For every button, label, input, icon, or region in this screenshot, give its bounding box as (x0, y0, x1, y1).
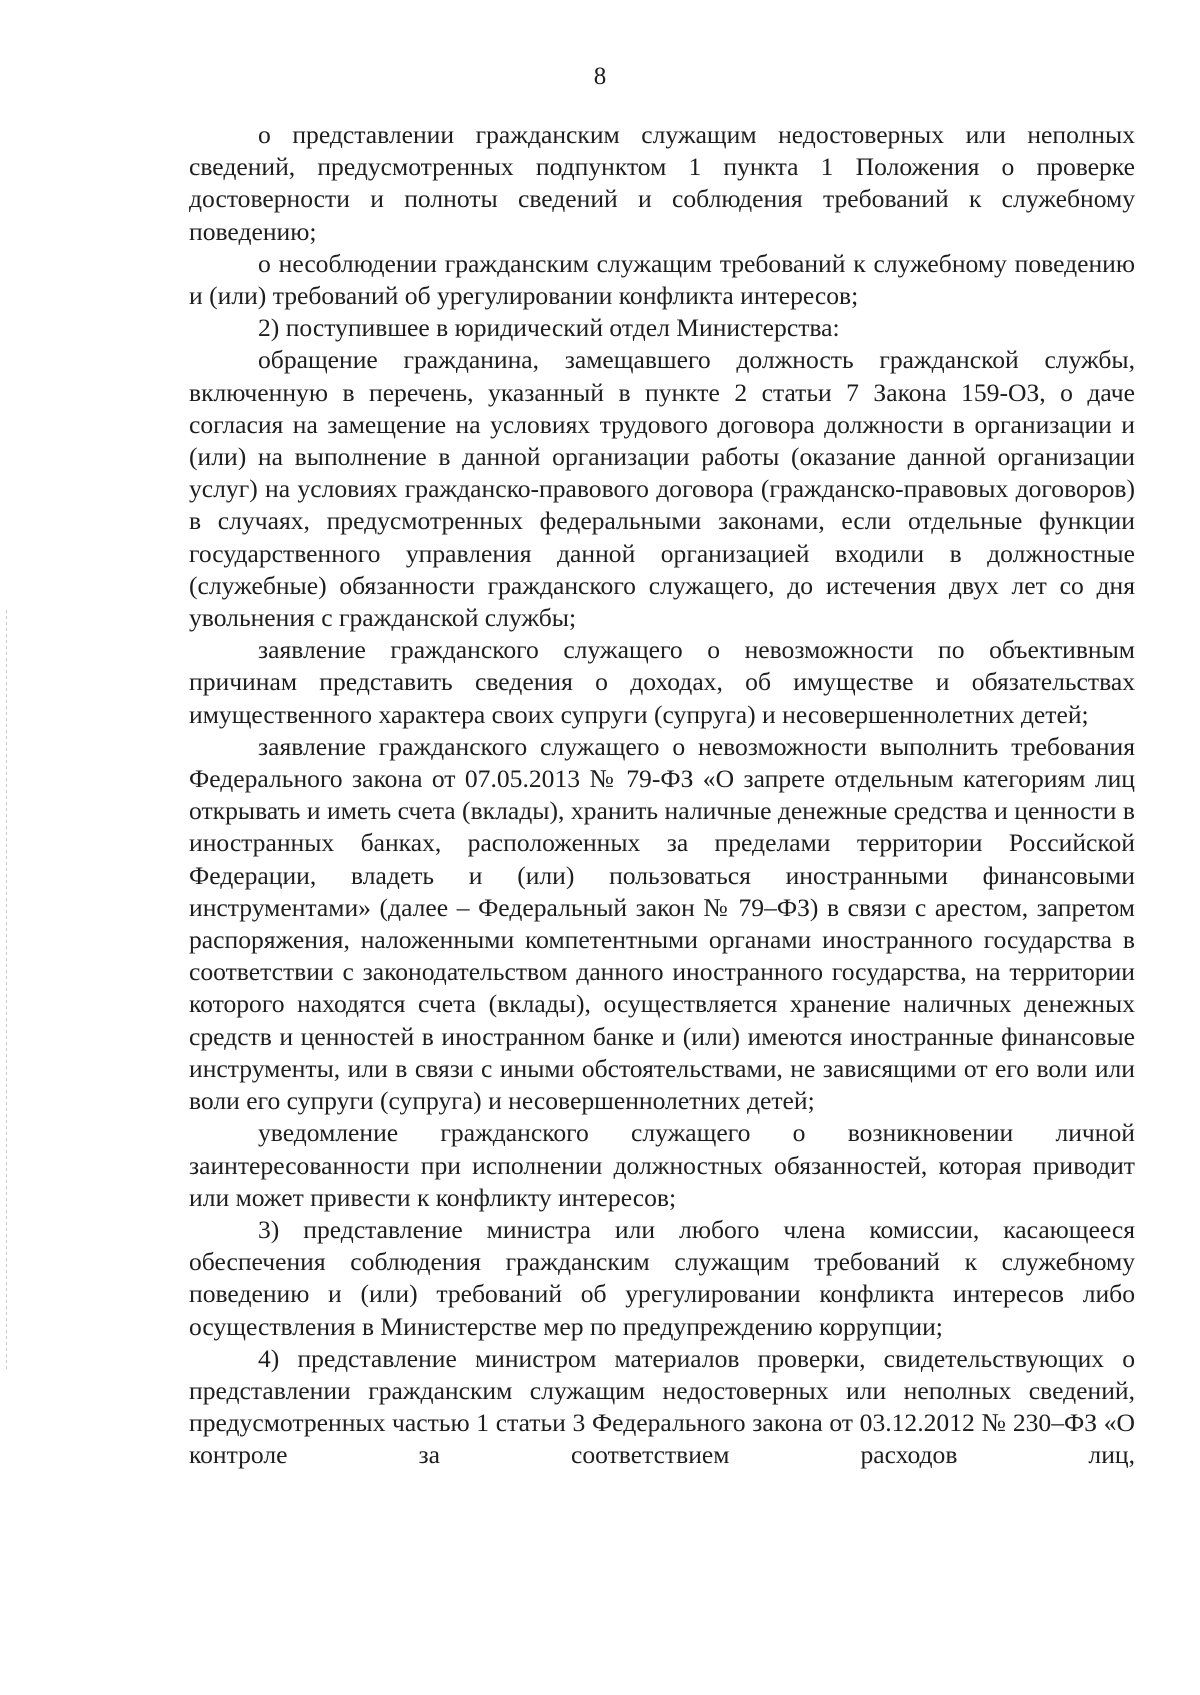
paragraph: заявление гражданского служащего о невозможности выполнить требования Федерального закона от 07.05.2013 № 79-ФЗ «О запрете отдельным категориям лиц открывать и иметь счета (вклады), хранить наличные денежные средства и ценности в иностранных банках, расположенных за пределами территории Российской Федерации, владеть и (или) пользоваться иностранными финансовыми инструментами» (далее – Федеральный закон № 79–ФЗ) в связи с арестом, запретом распоряжения, наложенными компетентными органами иностранного государства в соответствии с законодательством данного иностранного государства, на территории которого находятся счета (вклады), осуществляется хранение наличных денежных средств и ценностей в иностранном банке и (или) имеются иностранные финансовые инструменты, или в связи с иными обстоятельствами, не зависящими от его воли или воли его супруги (супруга) и несовершеннолетних детей; (189, 731, 1135, 1116)
document-body (189, 119, 1135, 1472)
paragraph: 2) поступившее в юридический отдел Министерства: (258, 313, 840, 343)
page-number: 8 (593, 63, 607, 90)
paragraph: заявление гражданского служащего о невозможности по объективным причинам представить сведения о доходах, об имуществе и обязательствах имущественного характера своих супруги (супруга) и несовершеннолетних детей; (189, 635, 1135, 729)
paragraph: 4) представление министром материалов проверки, свидетельствующих о представлении гражданским служащим недостоверных или неполных сведений, предусмотренных частью 1 статьи 3 Федерального закона от 03.12.2012 № 230–ФЗ «О контроле за соответствием расходов лиц, (189, 1343, 1135, 1470)
paragraph: о несоблюдении гражданским служащим требований к служебному поведению и (или) требований об урегулировании конфликта интересов; (189, 248, 1135, 311)
paragraph: о представлении гражданским служащим недостоверных или неполных сведений, предусмотренных подпунктом 1 пункта 1 Положения о проверке достоверности и полноты сведений и соблюдения требований к служебному поведению; (189, 120, 1135, 246)
paragraph: 3) представление министра или любого члена комиссии, касающееся обеспечения соблюдения гражданским служащим требований к служебному поведению и (или) требований об урегулировании конфликта интересов либо осуществления в Министерстве мер по предупреждению коррупции; (189, 1214, 1135, 1341)
paragraph: уведомление гражданского служащего о возникновении личной заинтересованности при исполнении должностных обязанностей, которая приводит или может привести к конфликту интересов; (189, 1118, 1135, 1212)
paragraph: обращение гражданина, замещавшего должность гражданской службы, включенную в перечень, указанный в пункте 2 статьи 7 Закона 159-ОЗ, о даче согласия на замещение на условиях трудового договора должности в организации и (или) на выполнение в данной организации работы (оказание данной организации услуг) на условиях гражданско-правового договора (гражданско-правовых договоров) в случаях, предусмотренных федеральными законами, если отдельные функции государственного управления данной организацией входили в должностные (служебные) обязанности гражданского служащего, до истечения двух лет со дня увольнения с гражданской службы; (189, 345, 1135, 633)
scan-edge-mark (6, 610, 7, 1370)
